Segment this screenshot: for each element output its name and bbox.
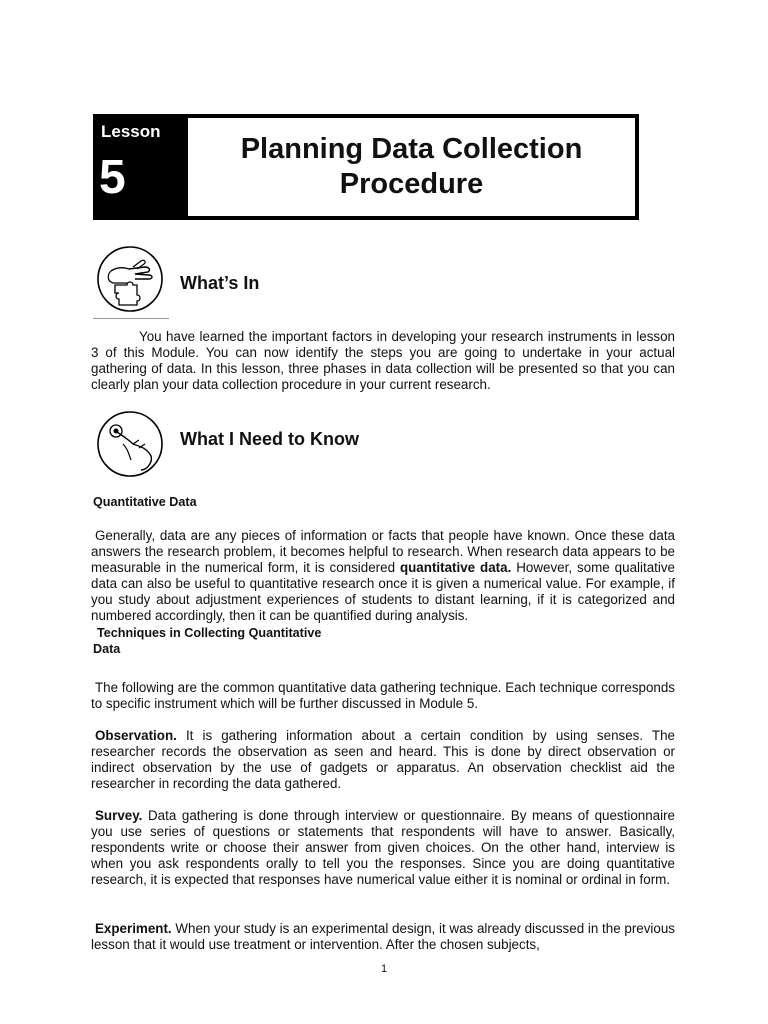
techniques-heading-line1: Techniques in Collecting Quantitative [97, 626, 322, 640]
hand-puzzle-icon [93, 245, 167, 318]
quant-para-text-1: Generally, data are any pieces of information or facts that people have known. Once these data answers the research problem, it becomes helpful to research. When research data appears to be measurable in the numerical form, it is considered [91, 528, 675, 576]
quantitative-data-heading: Quantitative Data [93, 495, 197, 509]
whats-in-paragraph: You have learned the important factors in developing your research instruments in lesson 3 of this Module. You can now identify the steps you are going to undertake in your actual gathering of data. In this lesson, three phases in data collection will be presented so that you can clearly plan your data collection procedure in your current research. [91, 329, 675, 393]
techniques-heading-line2: Data [93, 642, 121, 656]
observation-paragraph [91, 728, 675, 792]
section-heading-whats-in: What’s In [180, 273, 260, 293]
observation-text: It is gathering information about a certain condition by using senses. The researcher records the observation as seen and heard. This is done by direct observation or indirect observation by the use of gadgets or apparatus. An observation checklist aid the researcher in recording the data gathered. [91, 728, 675, 792]
experiment-paragraph [91, 921, 675, 953]
survey-label: Survey. [95, 808, 143, 823]
survey-text: Data gathering is done through interview or questionnaire. By means of questionnaire you use series of questions or statements that respondents will have to answer. Basically, respondents write or choose their answer from given choices. On the other hand, interview is when you ask respondents orally to tell you the responses. Since you are doing quantitative research, it is expected that responses have numerical value either it is nominal or ordinal in form. [91, 808, 675, 888]
experiment-label: Experiment. [95, 921, 172, 936]
techniques-intro-paragraph: The following are the common quantitative data gathering technique. Each technique corresponds to specific instrument which will be further discussed in Module 5. [91, 680, 675, 712]
observation-label: Observation. [95, 728, 177, 743]
survey-paragraph [91, 808, 675, 888]
experiment-text: When your study is an experimental design, it was already discussed in the previous lesson that it would use treatment or intervention. After the chosen subjects, [91, 921, 675, 953]
lesson-number: 5 [99, 151, 126, 204]
quant-para-bold-term: quantitative data. [399, 560, 512, 576]
techniques-heading [93, 625, 321, 657]
lesson-tab [97, 118, 185, 216]
lesson-label: Lesson [101, 122, 161, 141]
hand-press-button-icon [93, 410, 167, 483]
lesson-title: Planning Data Collection Procedure [185, 118, 635, 216]
quant-para-text-2: However, some qualitative data can also be useful to quantitative research once it is given a numerical value. For example, if you study about adjustment experiences of students to distant learning, if it is categorized and numbered accordingly, then it can be quantified during analysis. [91, 560, 675, 624]
quantitative-data-paragraph [91, 528, 675, 625]
page-number: 1 [381, 963, 388, 975]
section-heading-need-to-know: What I Need to Know [180, 429, 359, 449]
lesson-header [93, 114, 639, 220]
icon-divider [93, 318, 169, 319]
